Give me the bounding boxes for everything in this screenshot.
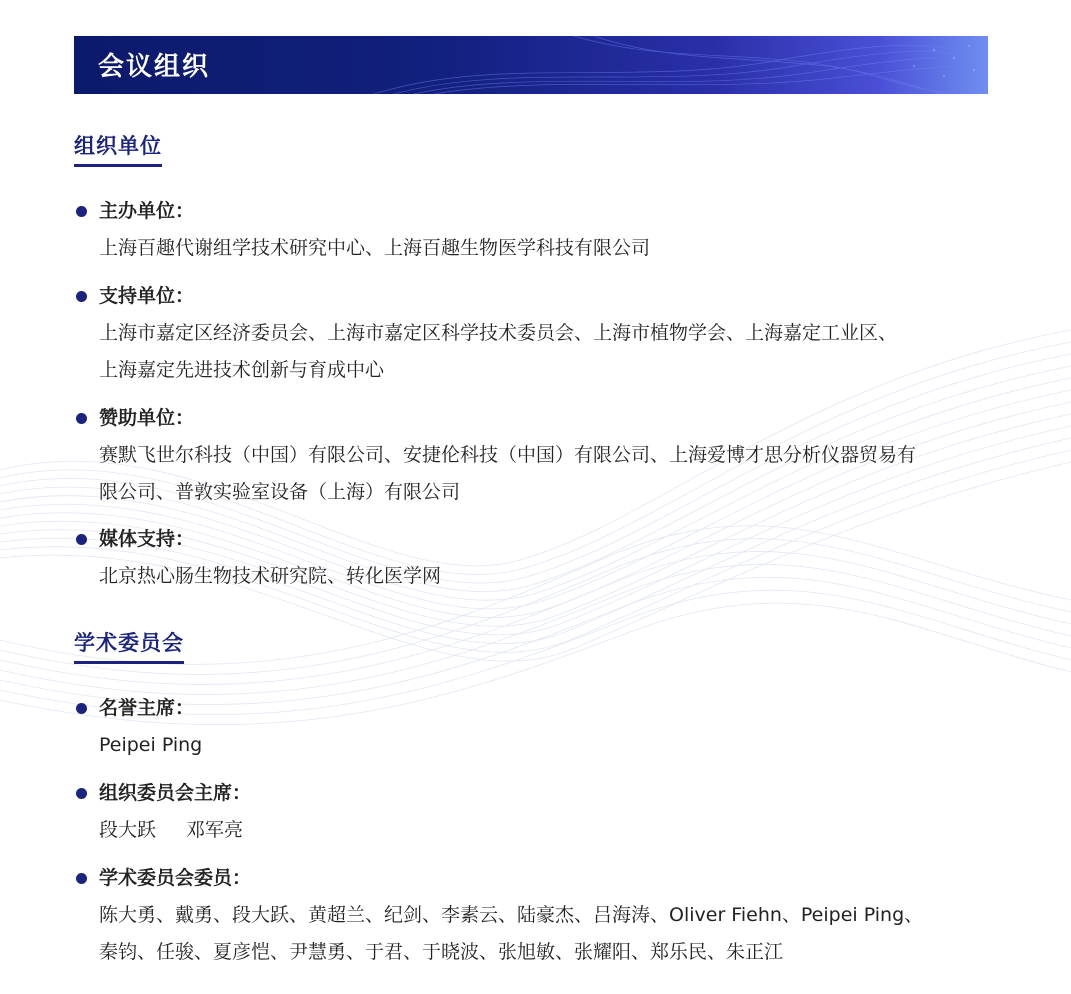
item-text-line: 限公司、普敦实验室设备（上海）有限公司 xyxy=(99,481,461,503)
list-item-organizing-chair xyxy=(74,778,1011,849)
item-text: 北京热心肠生物技术研究院、转化医学网 xyxy=(99,565,442,587)
item-text-line: 赛默飞世尔科技（中国）有限公司、安捷伦科技（中国）有限公司、上海爱博才思分析仪器贸易有 xyxy=(99,444,917,466)
item-label: 媒体支持： xyxy=(99,528,195,550)
item-label: 学术委员会委员： xyxy=(99,867,252,889)
item-text-line: 上海嘉定先进技术创新与育成中心 xyxy=(99,359,385,381)
section-banner xyxy=(74,36,988,94)
list-item-sponsor xyxy=(74,403,1011,511)
item-text: Peipei Ping xyxy=(99,734,203,756)
list-item-support xyxy=(74,281,1011,389)
section-heading-committee: 学术委员会 xyxy=(74,627,184,664)
list-item-host xyxy=(74,196,1011,267)
item-text: 上海百趣代谢组学技术研究中心、上海百趣生物医学科技有限公司 xyxy=(99,237,651,259)
item-label: 赞助单位： xyxy=(99,407,195,429)
bullet-icon xyxy=(76,873,87,884)
person-name: 邓军亮 xyxy=(186,819,244,841)
bullet-icon xyxy=(76,534,87,545)
item-label: 组织委员会主席： xyxy=(99,782,252,804)
banner-title: 会议组织 xyxy=(98,52,211,82)
item-label: 名誉主席： xyxy=(99,697,195,719)
list-item-honorary-chair xyxy=(74,693,1011,764)
item-text-line: 上海市嘉定区经济委员会、上海市嘉定区科学技术委员会、上海市植物学会、上海嘉定工业区、 xyxy=(99,322,898,344)
bullet-icon xyxy=(76,788,87,799)
bullet-icon xyxy=(76,206,87,217)
item-text-line: 秦钧、任骏、夏彦恺、尹慧勇、于君、于晓波、张旭敏、张耀阳、郑乐民、朱正江 xyxy=(99,941,784,963)
list-item-media xyxy=(74,524,1011,595)
bullet-icon xyxy=(76,703,87,714)
item-label: 支持单位： xyxy=(99,285,195,307)
person-name: 段大跃 xyxy=(99,819,157,841)
section-heading-organizers: 组织单位 xyxy=(74,130,162,167)
item-text-line: 陈大勇、戴勇、段大跃、黄超兰、纪剑、李素云、陆豪杰、吕海涛、Oliver Fiehn、Peipei Ping、 xyxy=(99,904,924,926)
item-label: 主办单位： xyxy=(99,200,195,222)
bullet-icon xyxy=(76,291,87,302)
bullet-icon xyxy=(76,413,87,424)
list-item-committee-members xyxy=(74,863,1011,971)
banner-wave-decoration xyxy=(74,36,988,94)
